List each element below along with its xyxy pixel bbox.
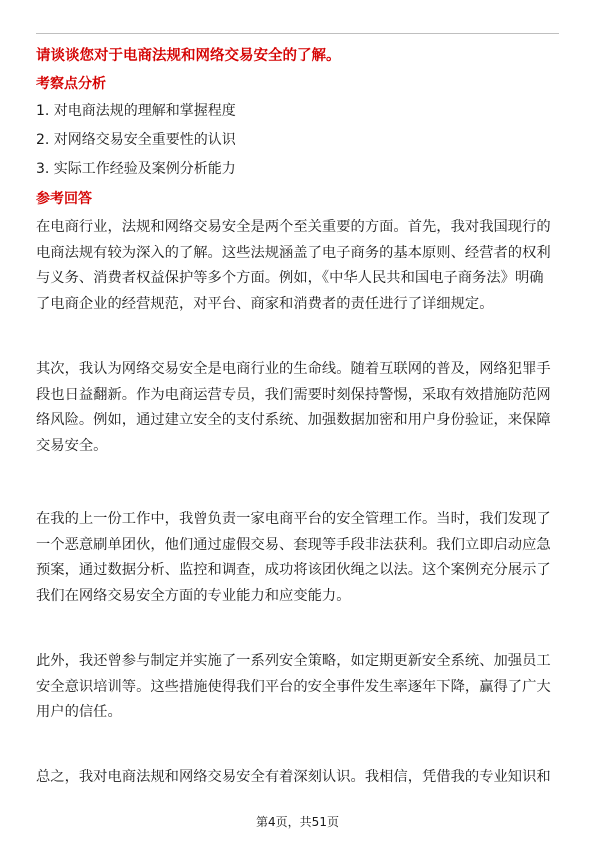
paragraph-line: 总之，我对电商法规和网络交易安全有着深刻认识。我相信，凭借我的专业知识和 [36,769,551,785]
answer-paragraph-4 [36,649,551,726]
paragraph-line: 电商法规有较为深入的了解。这些法规涵盖了电子商务的基本原则、经营者的权利 [36,244,551,261]
analysis-point: 2. 对网络交易安全重要性的认识 [36,132,236,148]
paragraph-line: 预案，通过数据分析、监控和调查，成功将该团伙绳之以法。这个案例充分展示了 [36,562,551,579]
paragraph-line: 段也日益翻新。作为电商运营专员，我们需要时刻保持警惕，采取有效措施防范网 [36,386,551,403]
question-title: 请谈谈您对于电商法规和网络交易安全的了解。 [36,48,341,64]
paragraph-line: 其次，我认为网络交易安全是电商行业的生命线。随着互联网的普及，网络犯罪手 [36,361,551,377]
paragraph-line: 我们在网络交易安全方面的专业能力和应变能力。 [36,588,351,605]
paragraph-line: 一个恶意刷单团伙，他们通过虚假交易、套现等手段非法获利。我们立即启动应急 [36,536,551,553]
paragraph-line: 安全意识培训等。这些措施使得我们平台的安全事件发生率逐年下降，赢得了广大 [36,678,551,695]
answer-paragraph-3 [36,507,551,610]
paragraph-line: 用户的信任。 [36,704,122,721]
paragraph-line: 交易安全。 [36,438,108,455]
paragraph-line: 络风险。例如，通过建立安全的支付系统、加强数据加密和用户身份验证，来保障 [36,412,551,429]
analysis-point: 1. 对电商法规的理解和掌握程度 [36,103,236,119]
analysis-heading: 考察点分析 [36,76,106,92]
header-rule [36,33,559,34]
answer-heading: 参考回答 [36,191,92,207]
analysis-point: 3. 实际工作经验及案例分析能力 [36,161,236,177]
paragraph-line: 此外，我还曾参与制定并实施了一系列安全策略，如定期更新安全系统、加强员工 [36,653,551,669]
paragraph-line: 在我的上一份工作中，我曾负责一家电商平台的安全管理工作。当时，我们发现了 [36,511,551,527]
answer-paragraph-1 [36,215,551,318]
answer-paragraph-2 [36,357,551,460]
page-footer: 第4页，共51页 [256,815,339,829]
paragraph-line: 与义务、消费者权益保护等多个方面。例如，《中华人民共和国电子商务法》明确 [36,270,544,287]
paragraph-line: 了电商企业的经营规范，对平台、商家和消费者的责任进行了详细规定。 [36,296,494,313]
answer-paragraph-5 [36,765,551,791]
paragraph-line: 在电商行业，法规和网络交易安全是两个至关重要的方面。首先，我对我国现行的 [36,219,551,235]
